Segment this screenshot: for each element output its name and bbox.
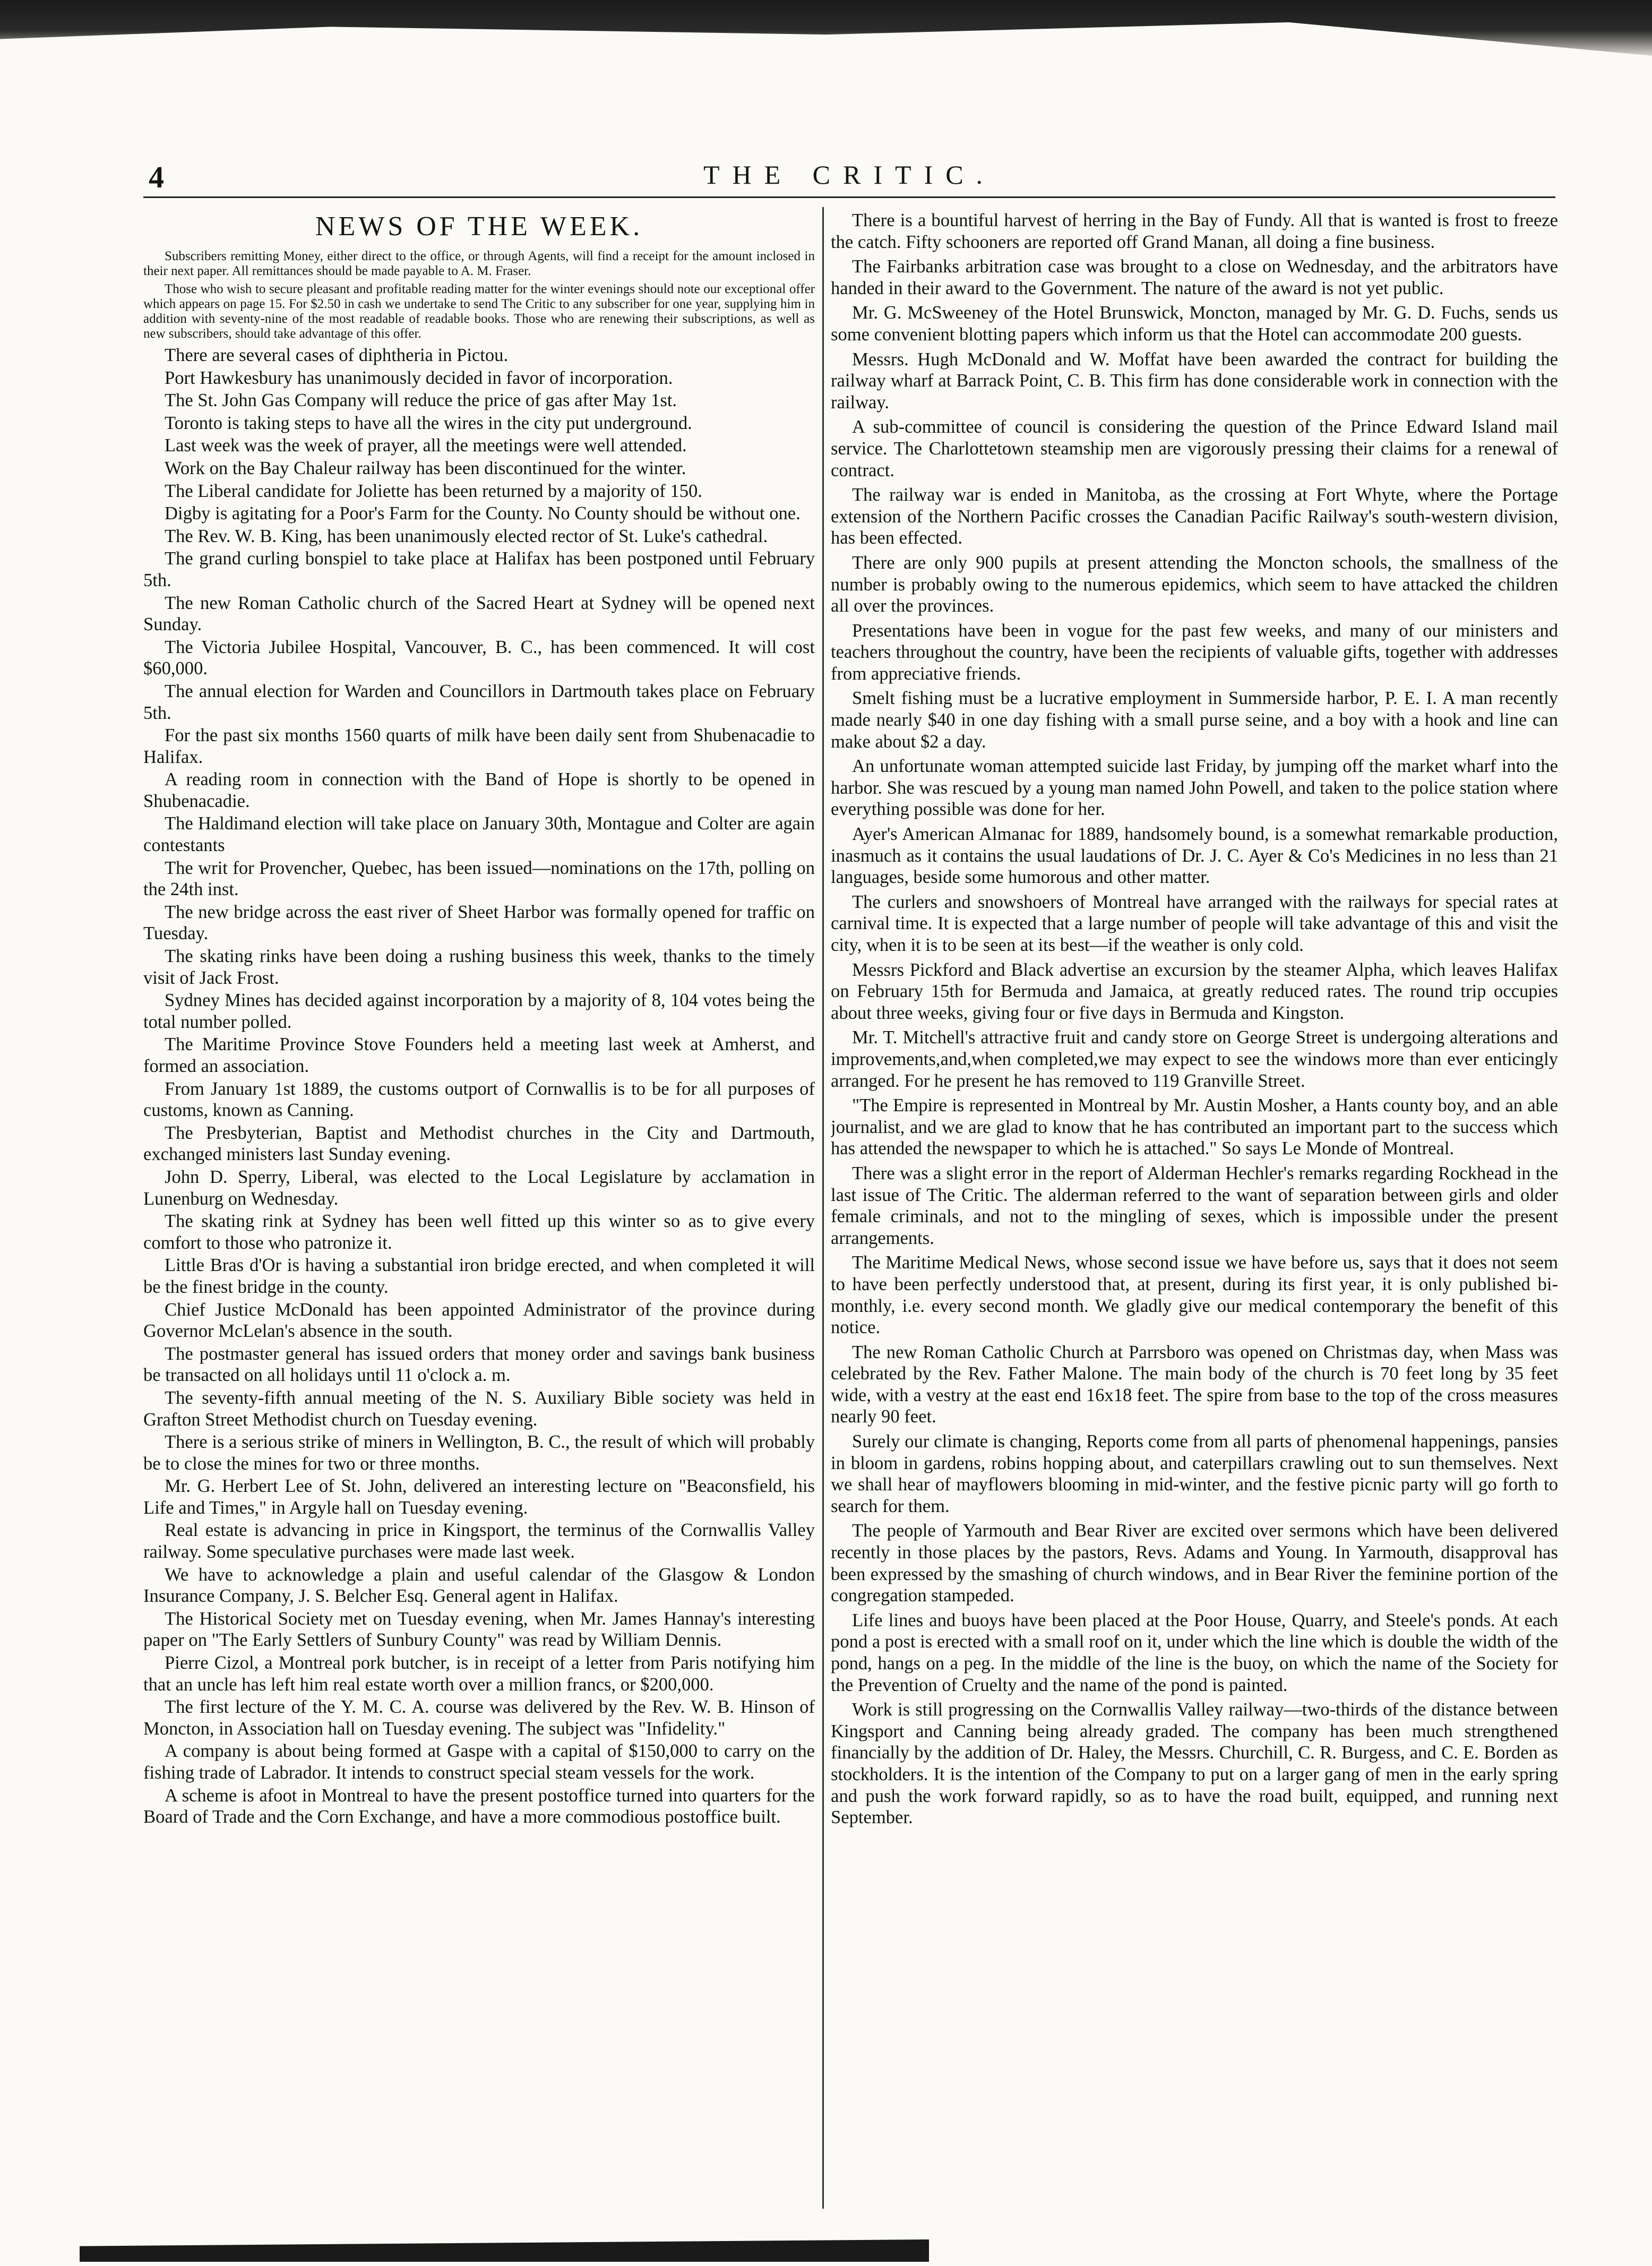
news-item: The people of Yarmouth and Bear River are excited over sermons which have been delivered recently in those places by the pastors, Revs. Adams and Young. In Yarmouth, disapproval has been expressed by the smashing of church windows, and in Bear River the feminine portion of the congregation stampeded. bbox=[831, 1521, 1558, 1606]
news-item: The writ for Provencher, Quebec, has been issued—nominations on the 17th, polling on the 24th inst. bbox=[143, 857, 815, 900]
news-item: The Rev. W. B. King, has been unanimously elected rector of St. Luke's cathedral. bbox=[165, 526, 768, 546]
news-item: There is a bountiful harvest of herring in the Bay of Fundy. All that is wanted is frost to freeze the catch. Fifty schooners are reported off Grand Manan, all doing a fine business. bbox=[831, 210, 1558, 252]
subscriber-notice: Subscribers remitting Money, either direct to the office, or through Agents, will find a receipt for the amount inclosed in their next paper. All remittances should be made payable to A. M. Fraser. bbox=[143, 249, 815, 278]
subscriber-notice: Those who wish to secure pleasant and profitable reading matter for the winter evenings should note our exceptional offer which appears on page 15. For $2.50 in cash we undertake to send The Critic to any subscriber for one year, supplying him in addition with seventy-nine of the most readable of readable books. Those who are renewing their subscriptions, as well as new subscribers, should take advantage of this offer. bbox=[143, 282, 815, 341]
news-item: The Haldimand election will take place on January 30th, Montague and Colter are again contestants bbox=[143, 813, 815, 856]
page-header bbox=[143, 159, 1555, 198]
news-item: A sub-committee of council is considering the question of the Prince Edward Island mail service. The Charlottetown steamship men are vigorously pressing their claims for a renewal of contract. bbox=[831, 417, 1558, 480]
news-item: The postmaster general has issued orders that money order and savings bank business be transacted on all holidays until 11 o'clock a. m. bbox=[143, 1343, 815, 1386]
news-item: The new Roman Catholic Church at Parrsboro was opened on Christmas day, when Mass was celebrated by the Rev. Father Malone. The main body of the church is 70 feet long by 35 feet wide, with a vestry at the east end 16x18 feet. The spire from base to the top of the cross measures nearly 90 feet. bbox=[831, 1342, 1558, 1427]
scan-bottom-edge bbox=[80, 2239, 929, 2262]
news-item: The annual election for Warden and Councillors in Dartmouth takes place on February 5th. bbox=[143, 681, 815, 723]
news-item: Chief Justice McDonald has been appointed Administrator of the province during Governor McLelan's absence in the south. bbox=[143, 1299, 815, 1342]
news-item: Last week was the week of prayer, all the meetings were well attended. bbox=[165, 435, 687, 456]
news-item: Smelt fishing must be a lucrative employment in Summerside harbor, P. E. I. A man recently made nearly $40 in one day fishing with a small purse seine, and a boy with a hook and line can make about $2 a day. bbox=[831, 688, 1558, 752]
news-item: From January 1st 1889, the customs outport of Cornwallis is to be for all purposes of customs, known as Canning. bbox=[143, 1078, 815, 1121]
left-column bbox=[143, 210, 815, 2211]
news-item: Digby is agitating for a Poor's Farm for the County. No County should be without one. bbox=[165, 503, 801, 524]
news-item: The Maritime Medical News, whose second issue we have before us, says that it does not seem to have been perfectly understood that, at present, during its first year, it is only published bi-monthly, i.e. every second month. We gladly give our medical contemporary the benefit of this notice. bbox=[831, 1252, 1558, 1338]
news-item: Pierre Cizol, a Montreal pork butcher, is in receipt of a letter from Paris notifying him that an uncle has left him real estate worth over a million francs, or $200,000. bbox=[143, 1653, 815, 1695]
news-item: Presentations have been in vogue for the past few weeks, and many of our ministers and teachers throughout the country, have been the recipients of valuable gifts, together with addresses from appreciative friends. bbox=[831, 620, 1558, 684]
news-item: Work is still progressing on the Cornwallis Valley railway—two-thirds of the distance between Kingsport and Canning being already graded. The company has been much strengthened financially by the addition of Dr. Haley, the Messrs. Churchill, C. R. Burgess, and C. E. Borden as stockholders. It is the intention of the Company to put on a larger gang of men in the early spring and push the work forward rapidly, so as to have the road built, equipped, and running next September. bbox=[831, 1700, 1558, 1828]
news-item: Surely our climate is changing, Reports come from all parts of phenomenal happenings, pansies in bloom in gardens, robins hopping about, and caterpillars crawling out to sun themselves. Next we shall hear of mayflowers blooming in mid-winter, and the festive picnic party will go forth to search for them. bbox=[831, 1431, 1558, 1516]
news-item: Messrs. Hugh McDonald and W. Moffat have been awarded the contract for building the railway wharf at Barrack Point, C. B. This firm has done considerable work in connection with the railway. bbox=[831, 349, 1558, 413]
page-number: 4 bbox=[149, 160, 164, 194]
news-item: The grand curling bonspiel to take place at Halifax has been postponed until February 5th. bbox=[143, 548, 815, 590]
news-item: The curlers and snowshoers of Montreal have arranged with the railways for special rates at carnival time. It is expected that a large number of people will take advantage of this and visit the city, when it is to be seen at its best—if the weather is only cold. bbox=[831, 891, 1558, 955]
news-item: Mr. T. Mitchell's attractive fruit and candy store on George Street is undergoing alterations and improvements,and,when completed,we may expect to see the windows more than ever enticingly arranged. For he present he has removed to 119 Granville Street. bbox=[831, 1027, 1558, 1091]
news-item: Work on the Bay Chaleur railway has been discontinued for the winter. bbox=[165, 458, 686, 478]
column-divider bbox=[822, 207, 824, 2209]
news-item: The new bridge across the east river of Sheet Harbor was formally opened for traffic on Tuesday. bbox=[143, 902, 815, 944]
news-item: Ayer's American Almanac for 1889, handsomely bound, is a somewhat remarkable production, inasmuch as it contains the usual laudations of Dr. J. C. Ayer & Co's Medicines in no less than 21 languages, beside some humorous and other matter. bbox=[831, 824, 1558, 888]
news-item: Port Hawkesbury has unanimously decided in favor of incorporation. bbox=[165, 367, 673, 388]
right-column bbox=[831, 210, 1558, 2211]
news-item: Sydney Mines has decided against incorporation by a majority of 8, 104 votes being the total number polled. bbox=[143, 990, 815, 1032]
news-item: The first lecture of the Y. M. C. A. course was delivered by the Rev. W. B. Hinson of Moncton, in Association hall on Tuesday evening. The subject was "Infidelity." bbox=[143, 1697, 815, 1739]
news-item: "The Empire is represented in Montreal by Mr. Austin Mosher, a Hants county boy, and an able journalist, and we are glad to know that he has contributed an important part to the success which has attended the newspaper to which he is attached." So says Le Monde of Montreal. bbox=[831, 1095, 1558, 1159]
right-news-list bbox=[831, 210, 1558, 1829]
news-item: There is a serious strike of miners in Wellington, B. C., the result of which will probably be to close the mines for two or three months. bbox=[143, 1432, 815, 1474]
news-item: An unfortunate woman attempted suicide last Friday, by jumping off the market wharf into the harbor. She was rescued by a young man named John Powell, and taken to the police station where everything possible was done for her. bbox=[831, 756, 1558, 820]
news-item: The skating rinks have been doing a rushing business this week, thanks to the timely visit of Jack Frost. bbox=[143, 946, 815, 988]
scan-top-edge bbox=[0, 0, 1652, 56]
masthead-title: THE CRITIC. bbox=[703, 160, 996, 190]
news-item: John D. Sperry, Liberal, was elected to the Local Legislature by acclamation in Lunenburg on Wednesday. bbox=[143, 1166, 815, 1209]
news-item: Mr. G. McSweeney of the Hotel Brunswick, Moncton, managed by Mr. G. D. Fuchs, sends us some convenient blotting papers which inform us that the Hotel can accommodate 200 guests. bbox=[831, 303, 1558, 345]
news-item: The new Roman Catholic church of the Sacred Heart at Sydney will be opened next Sunday. bbox=[143, 593, 815, 635]
subscriber-notices bbox=[143, 249, 815, 341]
news-item: Mr. G. Herbert Lee of St. John, delivered an interesting lecture on "Beaconsfield, his Life and Times," in Argyle hall on Tuesday evening. bbox=[143, 1476, 815, 1518]
news-item: Life lines and buoys have been placed at the Poor House, Quarry, and Steele's ponds. At each pond a post is erected with a small roof on it, under which the line which is double the width of the pond, hangs on a peg. In the middle of the line is the buoy, on which the name of the Society for the Prevention of Cruelty and the name of the pond is painted. bbox=[831, 1610, 1558, 1695]
news-item: Toronto is taking steps to have all the wires in the city put underground. bbox=[165, 413, 692, 433]
news-item: The Historical Society met on Tuesday evening, when Mr. James Hannay's interesting paper on "The Early Settlers of Sunbury County" was read by William Dennis. bbox=[143, 1608, 815, 1651]
news-item: For the past six months 1560 quarts of milk have been daily sent from Shubenacadie to Halifax. bbox=[143, 725, 815, 767]
section-title: NEWS OF THE WEEK. bbox=[315, 211, 643, 242]
news-item: There are several cases of diphtheria in Pictou. bbox=[165, 345, 509, 365]
news-item: The Fairbanks arbitration case was brought to a close on Wednesday, and the arbitrators have handed in their award to the Government. The nature of the award is not yet public. bbox=[831, 256, 1558, 298]
news-item: A company is about being formed at Gaspe with a capital of $150,000 to carry on the fishing trade of Labrador. It intends to construct special steam vessels for the work. bbox=[143, 1741, 815, 1783]
news-item: Messrs Pickford and Black advertise an excursion by the steamer Alpha, which leaves Halifax on February 15th for Bermuda and Jamaica, at greatly reduced rates. The round trip occupies about three weeks, giving four or five days in Bermuda and Kingston. bbox=[831, 959, 1558, 1023]
news-item: The Victoria Jubilee Hospital, Vancouver, B. C., has been commenced. It will cost $60,000. bbox=[143, 637, 815, 679]
news-item: The railway war is ended in Manitoba, as the crossing at Fort Whyte, where the Portage extension of the Northern Pacific crosses the Canadian Pacific Railway's south-western division, has been effected. bbox=[831, 485, 1558, 548]
news-item: A reading room in connection with the Band of Hope is shortly to be opened in Shubenacadie. bbox=[143, 769, 815, 811]
news-item: Little Bras d'Or is having a substantial iron bridge erected, and when completed it will be the finest bridge in the county. bbox=[143, 1255, 815, 1297]
news-item: The seventy-fifth annual meeting of the N. S. Auxiliary Bible society was held in Grafton Street Methodist church on Tuesday evening. bbox=[143, 1387, 815, 1430]
news-item: The Maritime Province Stove Founders held a meeting last week at Amherst, and formed an association. bbox=[143, 1034, 815, 1076]
news-item: There are only 900 pupils at present attending the Moncton schools, the smallness of the number is probably owing to the numerous epidemics, which seem to have attacked the children all over the provinces. bbox=[831, 552, 1558, 616]
news-item: The St. John Gas Company will reduce the price of gas after May 1st. bbox=[165, 390, 677, 411]
news-item: There was a slight error in the report of Alderman Hechler's remarks regarding Rockhead in the last issue of The Critic. The alderman referred to the want of separation between girls and older female criminals, and not to the mingling of sexes, which is impossible under the present arrangements. bbox=[831, 1163, 1558, 1248]
news-item: The Presbyterian, Baptist and Methodist churches in the City and Dartmouth, exchanged ministers last Sunday evening. bbox=[143, 1122, 815, 1165]
news-item: We have to acknowledge a plain and useful calendar of the Glasgow & London Insurance Company, J. S. Belcher Esq. General agent in Halifax. bbox=[143, 1564, 815, 1607]
news-item: A scheme is afoot in Montreal to have the present postoffice turned into quarters for the Board of Trade and the Corn Exchange, and have a more commodious postoffice built. bbox=[143, 1785, 815, 1827]
news-item: The skating rink at Sydney has been well fitted up this winter so as to give every comfort to those who patronize it. bbox=[143, 1211, 815, 1253]
news-item: Real estate is advancing in price in Kingsport, the terminus of the Cornwallis Valley railway. Some speculative purchases were made last week. bbox=[143, 1520, 815, 1563]
left-news-list bbox=[143, 345, 815, 1828]
news-item: The Liberal candidate for Joliette has been returned by a majority of 150. bbox=[165, 480, 702, 501]
